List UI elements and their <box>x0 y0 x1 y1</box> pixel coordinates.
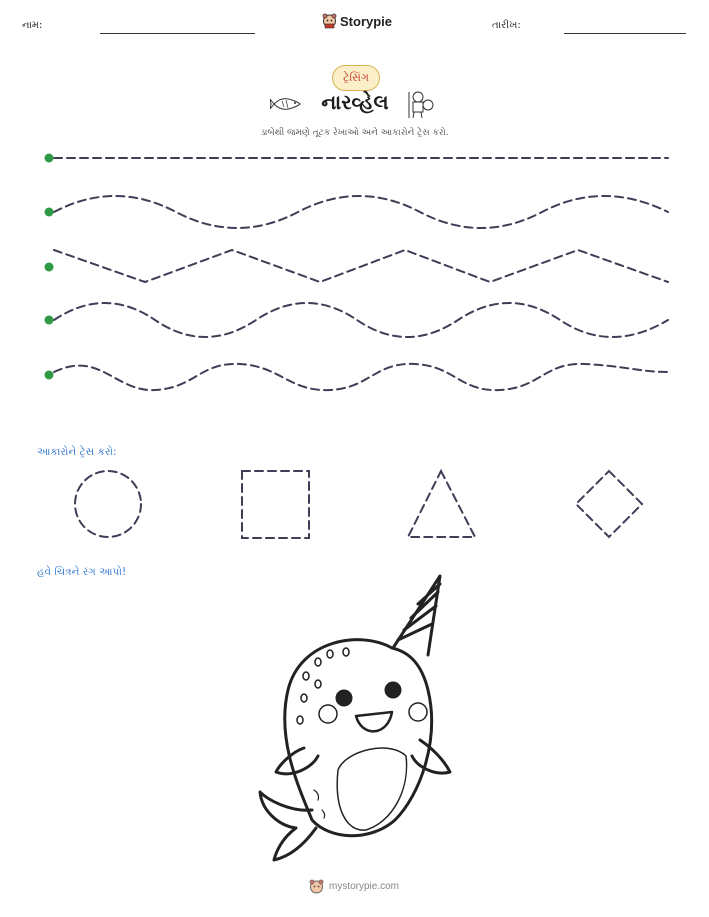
instruction-text: ડાબેથી જમણે તૂટક રેખાઓ અને આકારોને ટ્રેસ કરો. <box>260 128 449 138</box>
trace-shape-circle[interactable] <box>75 471 141 537</box>
start-dot <box>45 371 54 380</box>
trace-line-deep-wave[interactable] <box>54 364 668 390</box>
trace-shape-diamond[interactable] <box>576 471 642 537</box>
narwhal-coloring-image[interactable] <box>250 572 460 864</box>
trace-shape-square[interactable] <box>242 471 309 538</box>
trace-lines-area <box>0 0 709 420</box>
shapes-section-heading: આકારોને ટ્રેસ કરો: <box>37 446 117 458</box>
trace-shape-triangle[interactable] <box>408 471 475 537</box>
start-dot <box>45 263 54 272</box>
trace-shapes-area <box>0 460 709 550</box>
date-label: તારીખ: <box>492 20 521 31</box>
tracing-badge: ટ્રેસિંગ <box>332 65 380 91</box>
footer-url[interactable]: mystorypie.com <box>329 881 400 892</box>
trace-line-wave[interactable] <box>54 303 668 337</box>
start-dot <box>45 154 54 163</box>
name-label: નામ: <box>22 20 43 31</box>
trace-line-gentle-wave[interactable] <box>54 196 668 228</box>
brand-name: Storypie <box>340 13 393 29</box>
start-dot <box>45 208 54 217</box>
worksheet-title: નારવ્હેલ <box>321 90 389 114</box>
storypie-mascot-icon <box>309 879 324 895</box>
color-section-heading: હવે ચિત્રને રંગ આપો! <box>37 566 127 578</box>
start-dot <box>45 316 54 325</box>
trace-line-zigzag[interactable] <box>54 250 668 282</box>
